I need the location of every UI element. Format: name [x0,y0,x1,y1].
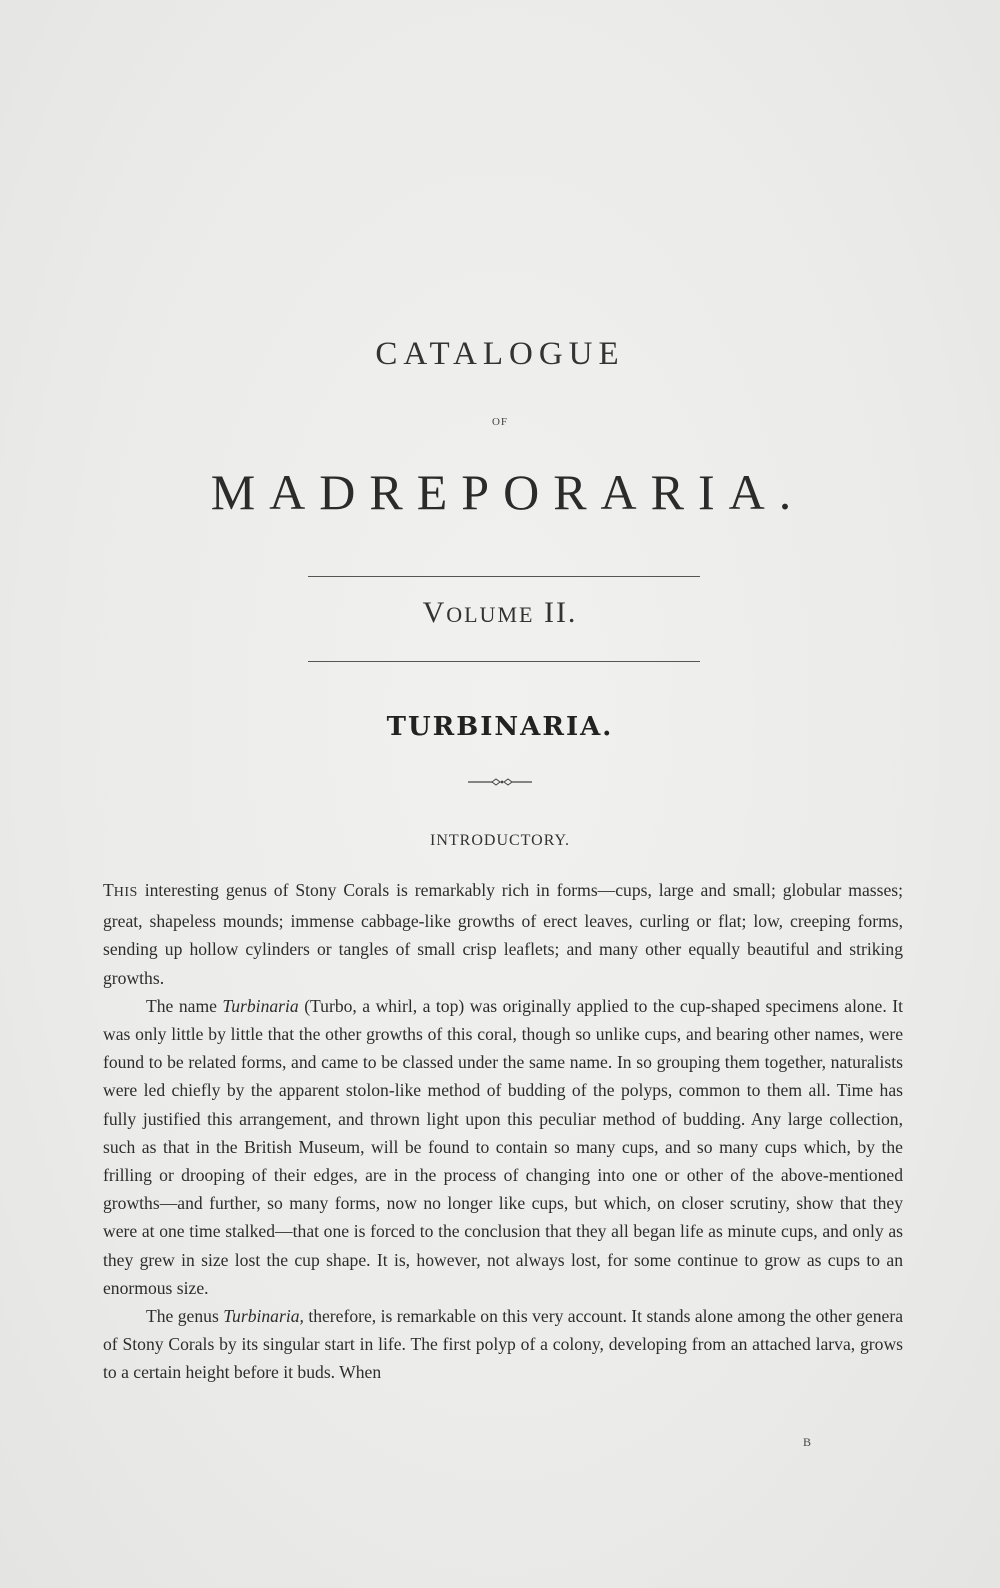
paragraph-1 [103,876,903,992]
paragraph-1-lead-cap: T [103,880,114,900]
volume-number: II. [543,596,578,629]
volume-prefix-rest: OLUME [446,602,535,627]
title-catalogue: CATALOGUE [375,336,625,372]
introductory-heading: INTRODUCTORY. [430,832,570,849]
paragraph-1-text: interesting genus of Stony Corals is remarkably rich in forms—cups, large and small; globular masses; great, shapeless mounds; immense cabbage-like growths of erect leaves, curling or flat; low, creeping forms, sending up hollow cylinders or tangles of small crisp leaflets; and many other equally beautiful and striking growths. [103,880,903,988]
body-text [103,876,903,1387]
volume-heading [0,596,1000,630]
paragraph-2-post: (Turbo, a whirl, a top) was originally applied to the cup-shaped specimens alone. It was only little by little that the other growths of this coral, though so unlike cups, and bearing other names, were found to be related forms, and came to be classed under the same name. In so grouping them together, naturalists were led chiefly by the apparent stolon-like method of budding of the polyps, common to them all. Time has fully justified this arrangement, and thrown light upon this peculiar method of budding. Any large collection, such as that in the British Museum, will be found to contain so many cups, and so many cups which, by the frilling or drooping of their edges, are in the process of changing into one or other of the above-mentioned growths—and further, so many forms, now no longer like cups, but which, on closer scrutiny, show that they were at one time stalked—that one is forced to the conclusion that they all began life as minute cups, and only as they grew in size lost the cup shape. It is, however, not always lost, for some continue to grow as cups to an enormous size. [103,995,903,1298]
genus-title: TURBINARIA. [386,712,614,742]
paragraph-3 [103,1302,903,1387]
paragraph-1-lead-small: HIS [113,885,138,900]
divider-rule-top [308,576,700,577]
signature-mark: B [803,1435,812,1449]
title-madreporaria: MADREPORARIA. [210,464,806,520]
ornament-divider-icon [468,777,532,787]
title-of: OF [491,416,509,428]
volume-prefix-cap: V [422,596,447,629]
divider-rule-bottom [308,661,700,662]
paragraph-2 [103,992,903,1302]
paragraph-3-post: therefore, is remarkable on this very account. It stands alone among the other genera of Stony Corals by its singular start in life. The first polyp of a colony, developing from an attached larva, grows to a certain height before it buds. When [103,1306,904,1383]
paragraph-3-italic: Turbinaria, [223,1306,304,1327]
paragraph-3-pre: The genus [146,1306,224,1327]
paragraph-2-pre: The name [146,995,223,1016]
paragraph-2-italic: Turbinaria [222,995,299,1016]
